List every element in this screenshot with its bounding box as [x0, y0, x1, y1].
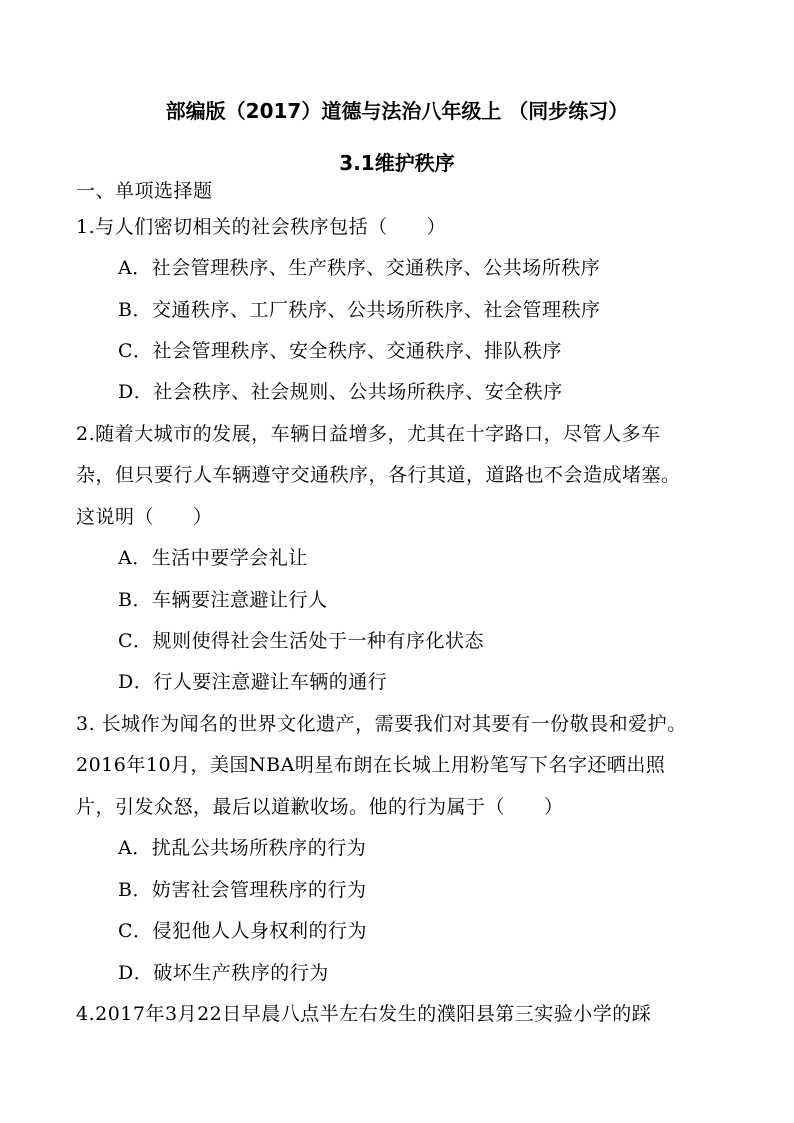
question-3-option-b: B．妨害社会管理秩序的行为 [118, 879, 367, 901]
question-1-option-c: C．社会管理秩序、安全秩序、交通秩序、排队秩序 [118, 340, 563, 362]
document-title: 部编版（2017）道德与法治八年级上 （同步练习） [165, 99, 629, 123]
question-2-option-a: A．生活中要学会礼让 [118, 547, 308, 569]
document-subtitle: 3.1维护秩序 [339, 151, 455, 175]
question-3-line-2: 2016年10月，美国NBA明星布朗在长城上用粉笔写下名字还晒出照 [76, 754, 666, 776]
section-heading: 一、单项选择题 [76, 180, 213, 202]
question-2-line-3: 这说明（ ） [76, 506, 213, 528]
question-2-option-b: B．车辆要注意避让行人 [118, 589, 328, 611]
question-1-option-d: D．社会秩序、社会规则、公共场所秩序、安全秩序 [118, 381, 563, 403]
question-2-option-d: D．行人要注意避让车辆的通行 [118, 671, 388, 693]
question-1-option-a: A．社会管理秩序、生产秩序、交通秩序、公共场所秩序 [118, 257, 601, 279]
question-3-line-3: 片，引发众怒，最后以道歉收场。他的行为属于（ ） [76, 796, 564, 818]
question-2-line-1: 2.随着大城市的发展，车辆日益增多，尤其在十字路口，尽管人多车 [76, 423, 661, 445]
question-2-option-c: C．规则使得社会生活处于一种有序化状态 [118, 630, 485, 652]
question-1-line-1: 1.与人们密切相关的社会秩序包括（ ） [76, 216, 447, 238]
question-3-option-c: C．侵犯他人人身权利的行为 [118, 920, 368, 942]
question-4-line-1: 4.2017年3月22日早晨八点半左右发生的濮阳县第三实验小学的踩 [76, 1003, 652, 1025]
question-3-option-d: D．破坏生产秩序的行为 [118, 962, 329, 984]
question-3-option-a: A．扰乱公共场所秩序的行为 [118, 837, 367, 859]
question-2-line-2: 杂，但只要行人车辆遵守交通秩序，各行其道，道路也不会造成堵塞。 [76, 464, 681, 486]
question-1-option-b: B．交通秩序、工厂秩序、公共场所秩序、社会管理秩序 [118, 299, 601, 321]
question-3-line-1: 3. 长城作为闻名的世界文化遗产，需要我们对其要有一份敬畏和爱护。 [76, 713, 687, 735]
